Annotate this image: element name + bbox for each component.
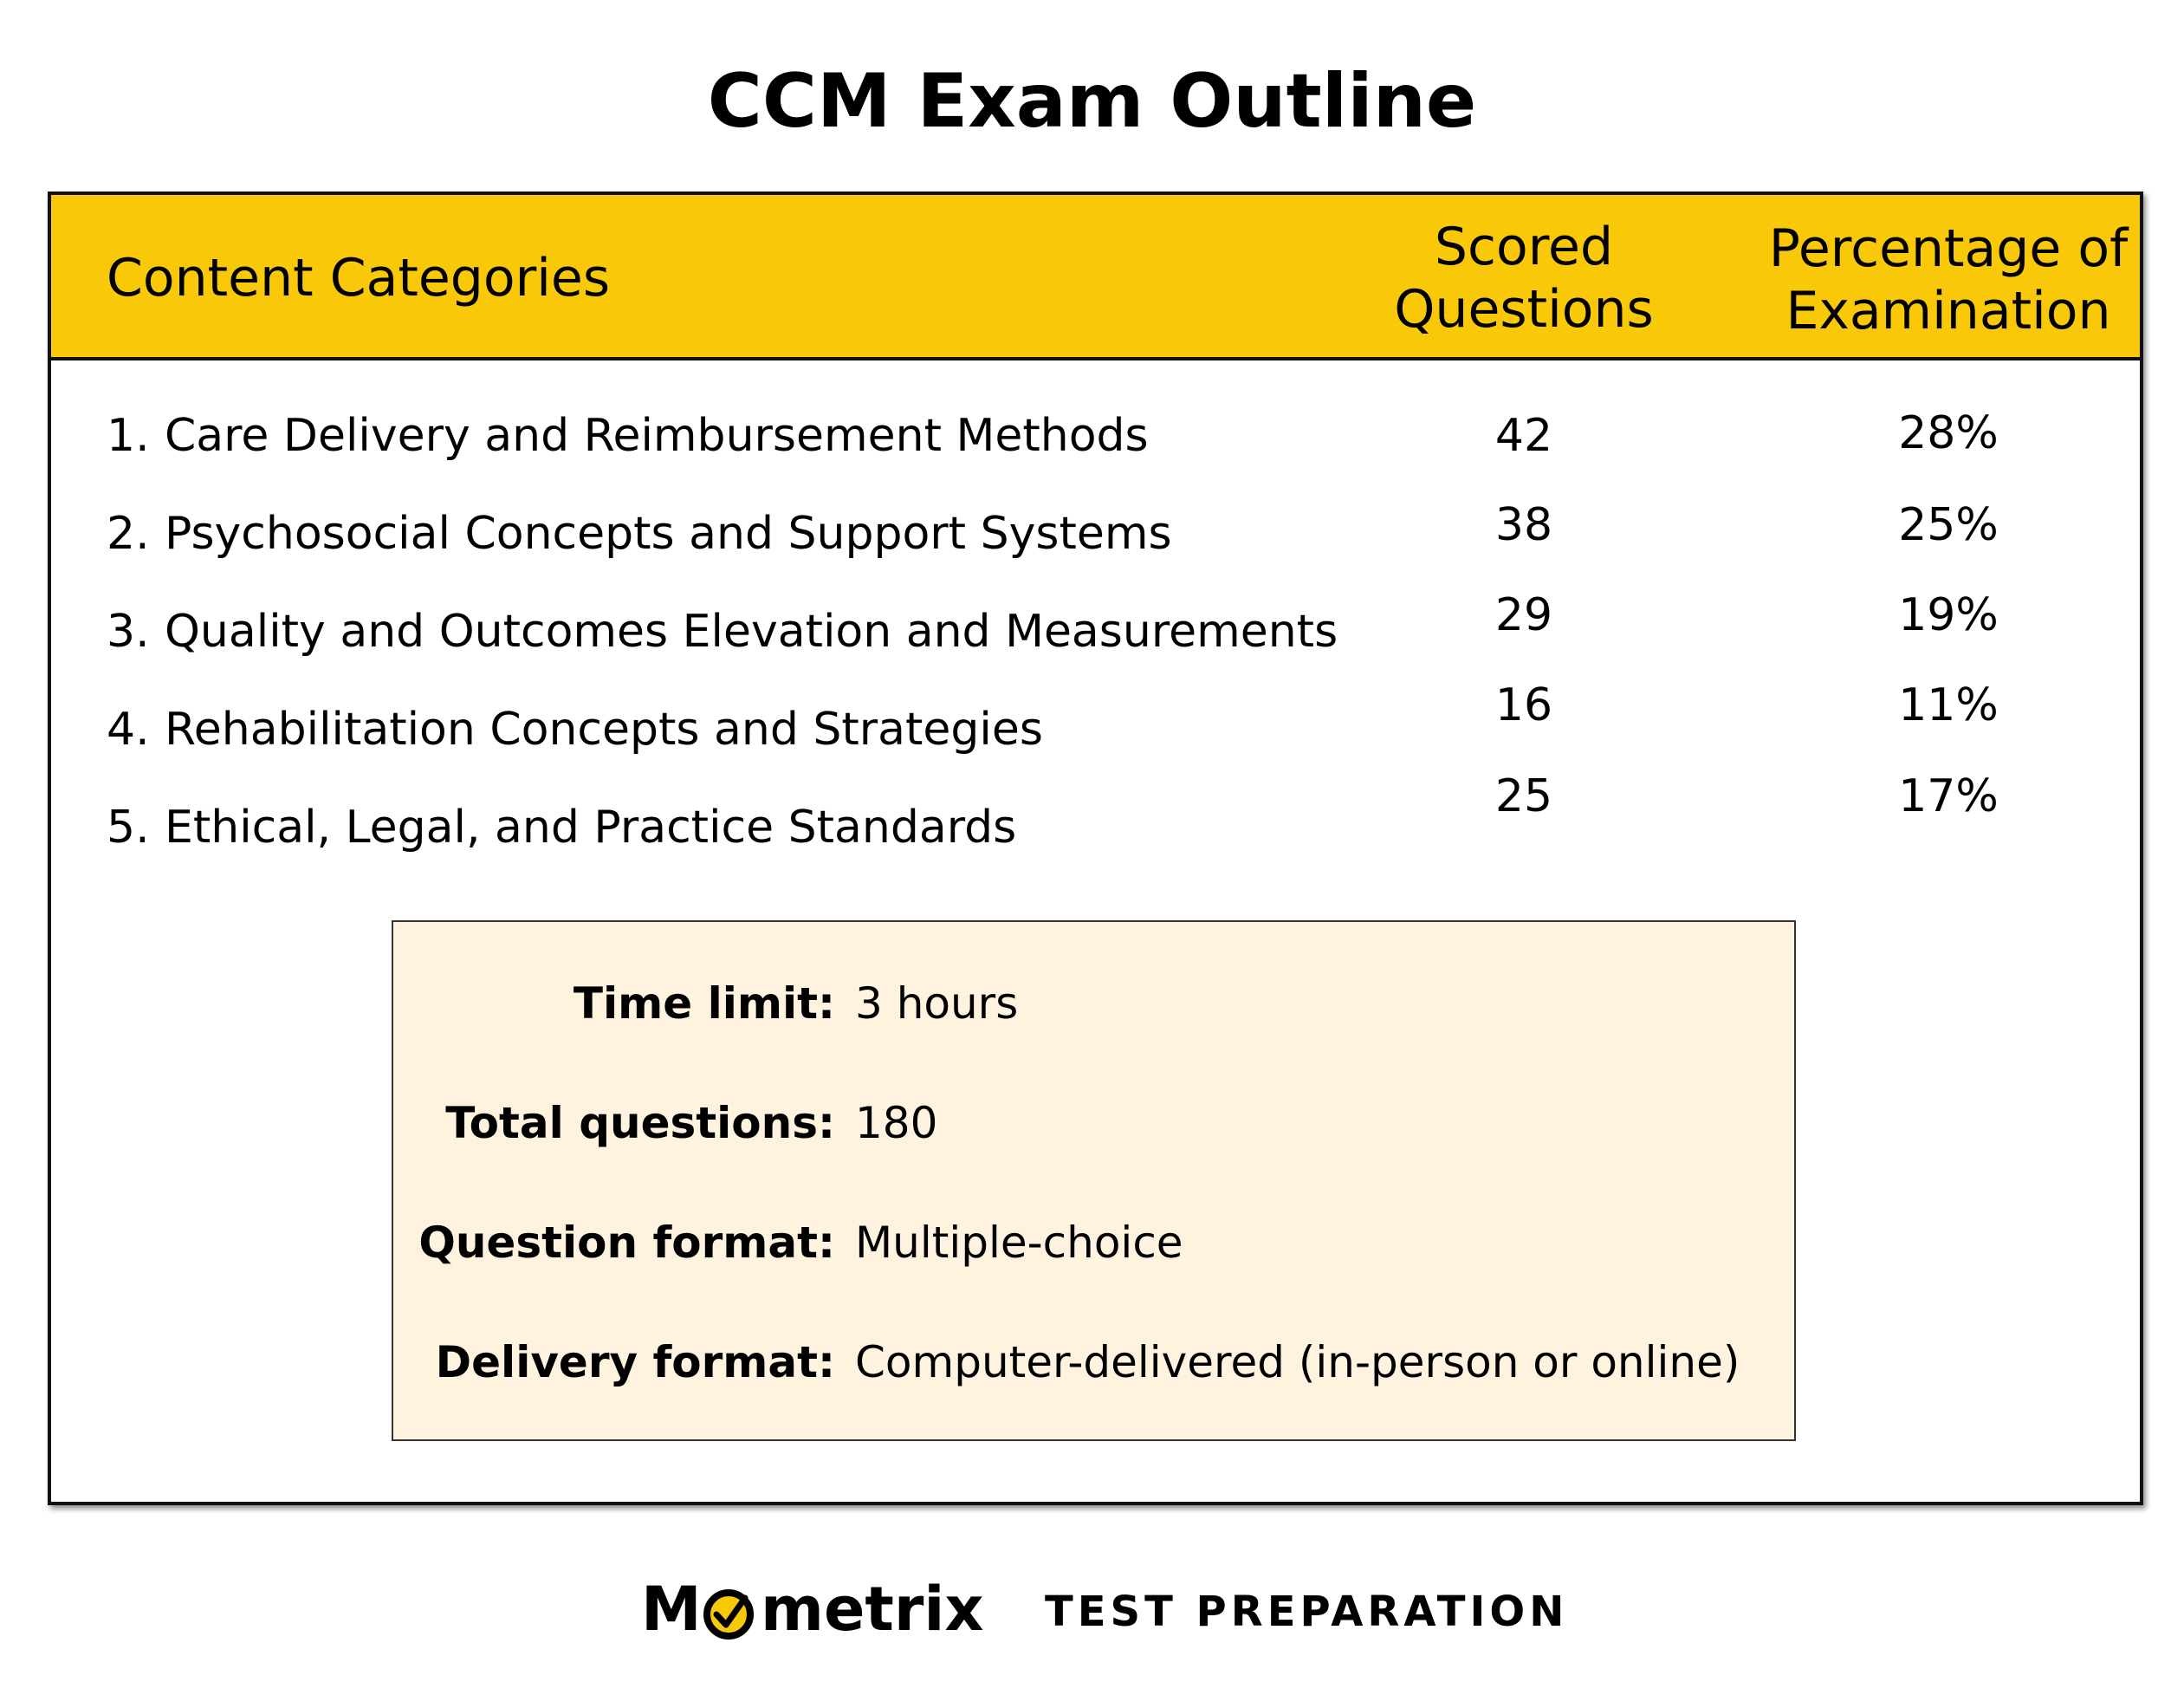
table-row bbox=[51, 770, 2140, 858]
header-percentage-line2: Examination bbox=[1785, 281, 2111, 341]
detail-value: Computer-delivered (in-person or online) bbox=[855, 1337, 1740, 1387]
detail-row bbox=[393, 1212, 1794, 1273]
header-scored-line2: Questions bbox=[1394, 279, 1654, 340]
table-row bbox=[51, 499, 2140, 564]
detail-row bbox=[393, 1332, 1794, 1393]
logo-text-end: metrix bbox=[761, 1574, 984, 1645]
row-scored: 38 bbox=[1494, 499, 1553, 551]
row-scored: 29 bbox=[1494, 589, 1553, 641]
exam-details-box bbox=[392, 920, 1796, 1441]
row-percentage: 11% bbox=[1898, 679, 1999, 731]
exam-outline-table bbox=[48, 192, 2143, 1505]
header-percentage bbox=[1706, 218, 2184, 342]
row-percentage: 19% bbox=[1898, 589, 1999, 641]
detail-label: Delivery format: bbox=[435, 1337, 835, 1387]
checkmark-circle-icon bbox=[702, 1588, 755, 1641]
row-category: Psychosocial Concepts and Support Systems bbox=[165, 508, 1172, 560]
table-row bbox=[51, 679, 2140, 760]
header-scored-line1: Scored bbox=[1434, 217, 1614, 277]
row-category: Care Delivery and Reimbursement Methods bbox=[165, 410, 1149, 462]
row-number: 5. bbox=[107, 802, 150, 854]
row-scored: 25 bbox=[1494, 770, 1553, 822]
detail-label: Time limit: bbox=[573, 978, 835, 1029]
detail-row bbox=[393, 973, 1794, 1034]
logo-text-start: M bbox=[641, 1574, 702, 1645]
row-number: 4. bbox=[107, 704, 150, 756]
page-title: CCM Exam Outline bbox=[707, 58, 1477, 145]
row-category: Rehabilitation Concepts and Strategies bbox=[165, 704, 1043, 756]
row-number: 1. bbox=[107, 410, 150, 462]
table-header bbox=[51, 195, 2140, 360]
header-percentage-line1: Percentage of bbox=[1768, 218, 2129, 279]
detail-value: 3 hours bbox=[855, 978, 1019, 1029]
row-number: 3. bbox=[107, 606, 150, 658]
row-number: 2. bbox=[107, 508, 150, 560]
detail-label: Total questions: bbox=[445, 1098, 835, 1148]
detail-value: 180 bbox=[855, 1098, 938, 1148]
row-percentage: 28% bbox=[1898, 407, 1999, 459]
table-row bbox=[51, 589, 2140, 662]
row-scored: 16 bbox=[1494, 679, 1553, 731]
mometrix-logo bbox=[641, 1570, 1594, 1648]
row-percentage: 25% bbox=[1898, 499, 1999, 551]
header-content-categories: Content Categories bbox=[107, 248, 611, 308]
table-row bbox=[51, 406, 2140, 466]
row-category: Quality and Outcomes Elevation and Measurements bbox=[165, 606, 1338, 658]
detail-row bbox=[393, 1093, 1794, 1153]
logo-tagline: TEST PREPARATION bbox=[1045, 1588, 1569, 1636]
row-percentage: 17% bbox=[1898, 770, 1999, 822]
header-scored-questions bbox=[1316, 216, 1732, 341]
row-category: Ethical, Legal, and Practice Standards bbox=[165, 802, 1017, 854]
detail-label: Question format: bbox=[418, 1218, 835, 1268]
row-scored: 42 bbox=[1494, 410, 1553, 462]
detail-value: Multiple-choice bbox=[855, 1218, 1183, 1268]
